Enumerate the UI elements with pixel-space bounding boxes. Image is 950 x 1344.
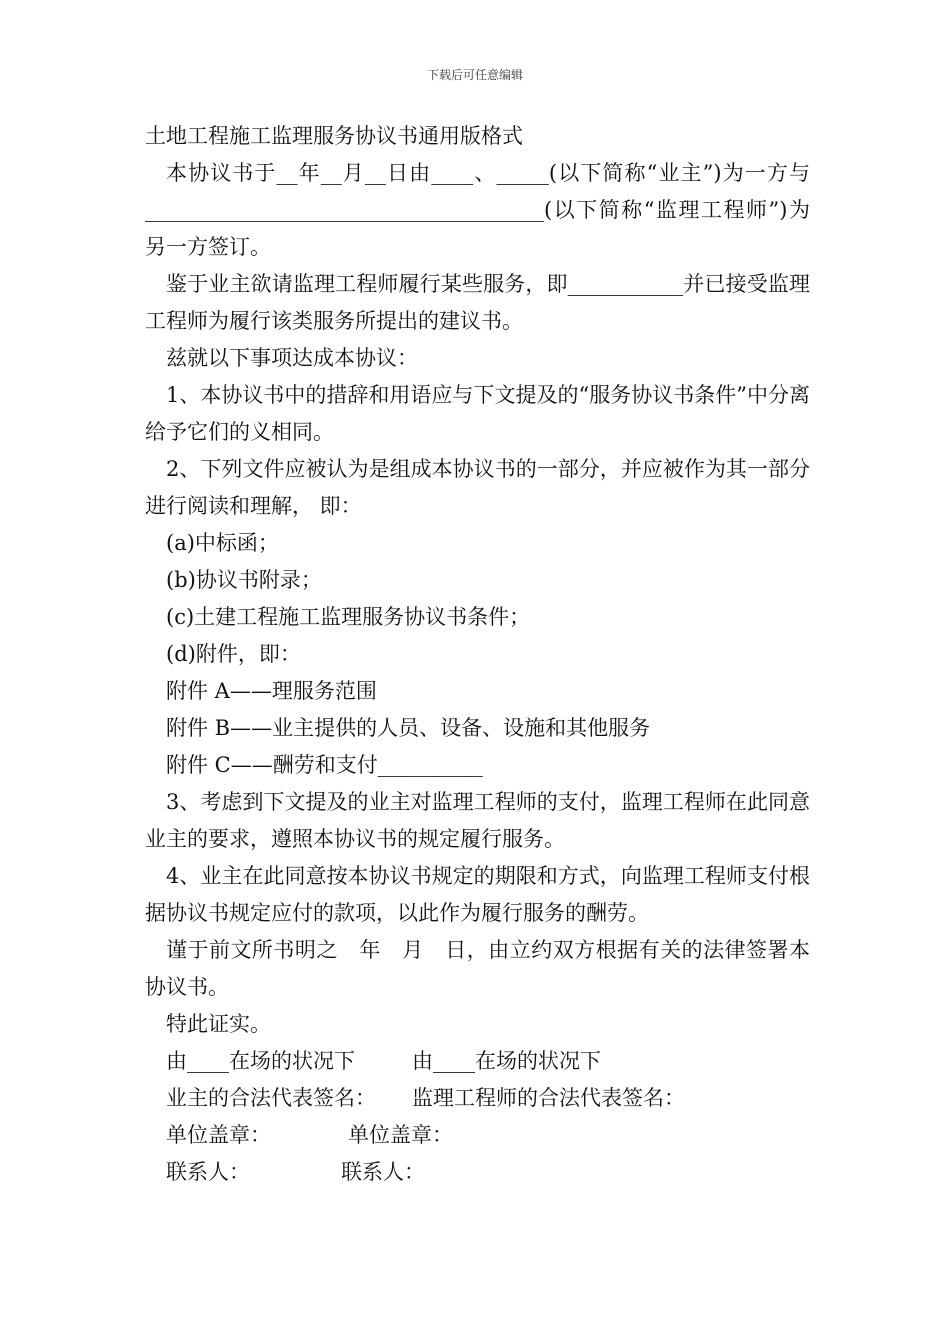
- document-body: [145, 118, 810, 1191]
- presence-left: 由____在场的状况下: [166, 1049, 355, 1073]
- list-item-a: (a)中标函；: [166, 531, 279, 555]
- signature-contact-row: [145, 1154, 810, 1191]
- contact-right: 联系人：: [341, 1160, 425, 1184]
- rep-left: 业主的合法代表签名：: [166, 1086, 376, 1110]
- annex-a: 附件 A——理服务范围: [166, 679, 377, 703]
- rep-right: 监理工程师的合法代表签名：: [412, 1086, 685, 1110]
- signature-seal-row: [145, 1117, 810, 1154]
- paragraph-whereas: 鉴于业主欲请监理工程师履行某些服务，即___________并已接受监理工程师为履行该类服务所提出的建议书。: [145, 272, 810, 333]
- paragraph-agreement-intro: 兹就以下事项达成本协议：: [166, 346, 418, 370]
- annex-c: 附件 C——酬劳和支付__________: [166, 753, 483, 777]
- clause-3: 3、考虑到下文提及的业主对监理工程师的支付，监理工程师在此同意业主的要求，遵照本协议书的规定履行服务。: [145, 790, 810, 851]
- document-title: 土地工程施工监理服务协议书通用版格式: [145, 124, 523, 148]
- paragraph-witness: 谨于前文所书明之 年 月 日，由立约双方根据有关的法律签署本协议书。: [145, 938, 810, 999]
- list-item-c: (c)土建工程施工监理服务协议书条件；: [166, 605, 531, 629]
- seal-right: 单位盖章：: [348, 1123, 453, 1147]
- list-item-d: (d)附件，即：: [166, 642, 301, 666]
- contact-left: 联系人：: [166, 1160, 250, 1184]
- paragraph-parties: 本协议书于__年__月__日由____、_____(以下简称“业主”)为一方与______________________________________(以下简称“监理工程师”)为另一方签订。: [145, 161, 810, 259]
- clause-2: 2、下列文件应被认为是组成本协议书的一部分，并应被作为其一部分进行阅读和理解， 即：: [145, 457, 810, 518]
- annex-b: 附件 B——业主提供的人员、设备、设施和其他服务: [166, 716, 651, 740]
- seal-left: 单位盖章：: [166, 1123, 271, 1147]
- clause-1: 1、本协议书中的措辞和用语应与下文提及的“服务协议书条件”中分离给予它们的义相同。: [145, 383, 810, 444]
- signature-rep-row: [145, 1080, 810, 1117]
- page-header: 下载后可任意编辑: [426, 68, 523, 82]
- clause-4: 4、业主在此同意按本协议书规定的期限和方式，向监理工程师支付根据协议书规定应付的款项，以此作为履行服务的酬劳。: [145, 864, 810, 925]
- list-item-b: (b)协议书附录；: [166, 568, 322, 592]
- presence-right: 由____在场的状况下: [412, 1049, 601, 1073]
- paragraph-attest: 特此证实。: [166, 1012, 271, 1036]
- signature-presence-row: [145, 1043, 810, 1080]
